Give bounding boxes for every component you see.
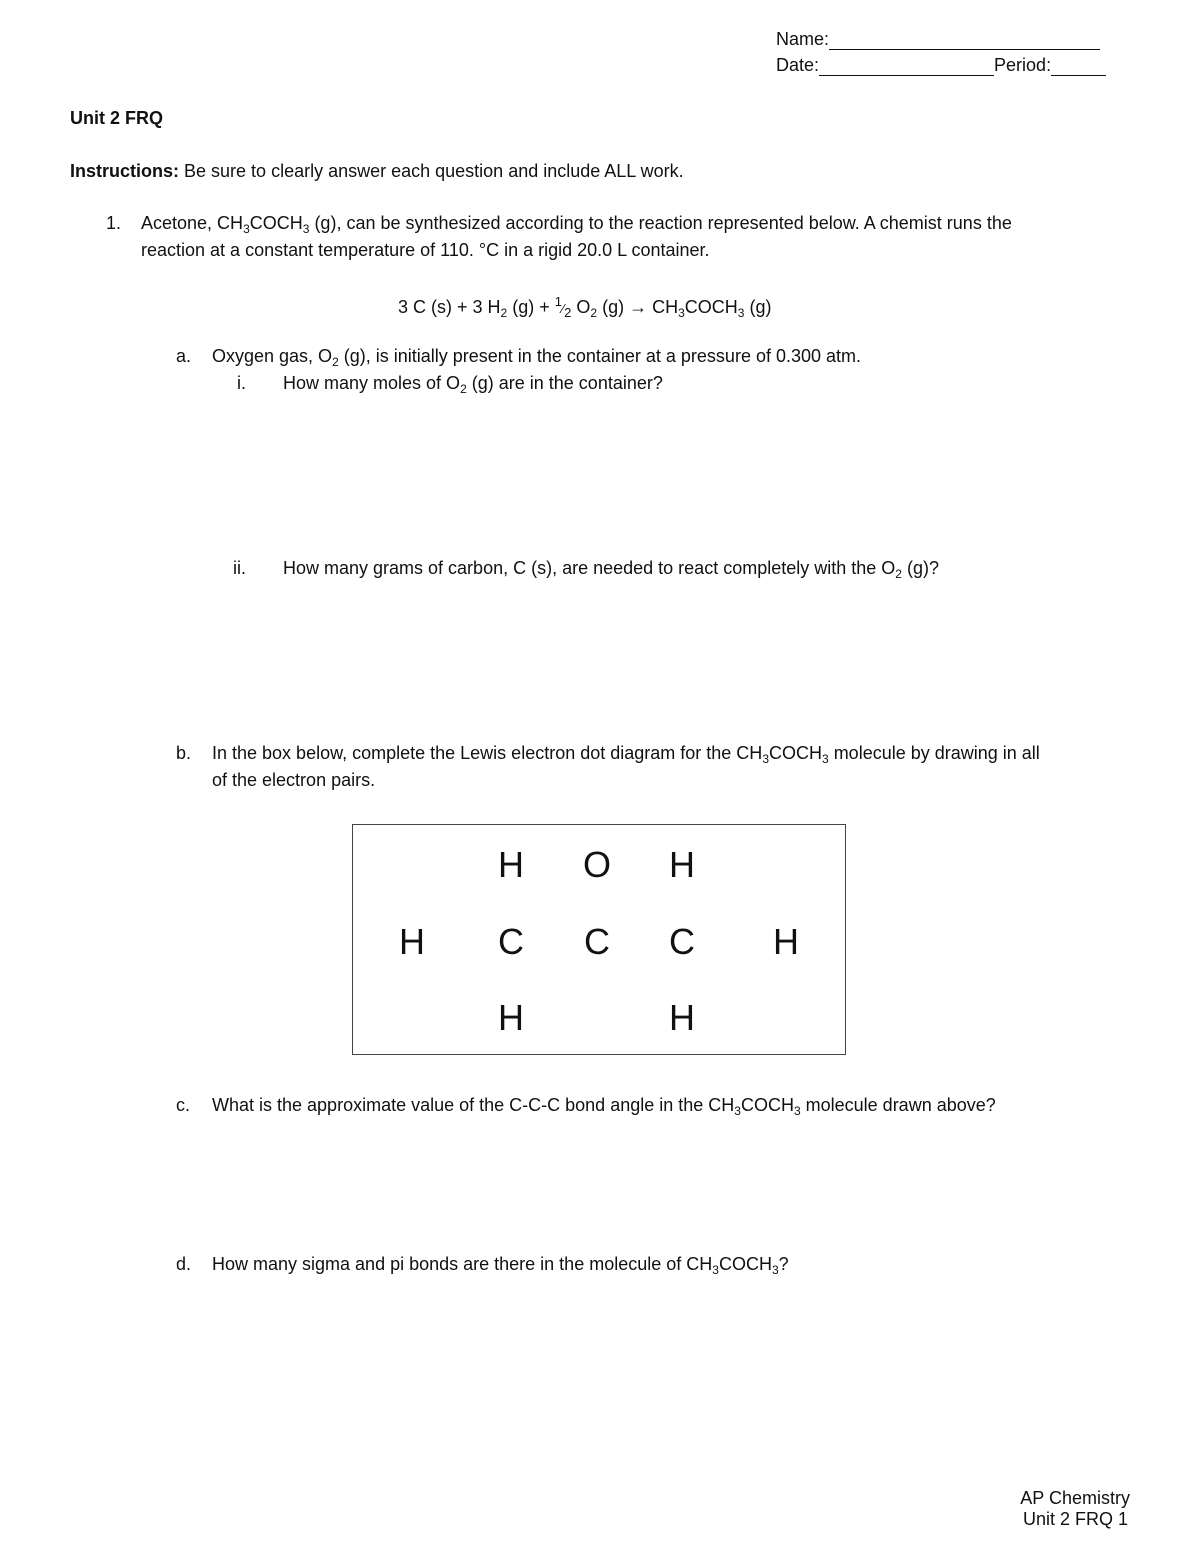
name-field xyxy=(776,29,1100,50)
part-a-i-text: How many moles of $O_2$ (g) are in the container? xyxy=(283,373,663,396)
footer-page-id: Unit 2 FRQ 1 xyxy=(1022,1509,1128,1529)
instructions xyxy=(70,161,684,182)
name-label: Name: xyxy=(776,29,830,49)
date-blank[interactable] xyxy=(819,57,994,76)
part-a-letter: a. xyxy=(176,346,192,366)
page-title: Unit 2 FRQ xyxy=(70,108,163,128)
reaction-equation: 3 C (s) + 3 $H_2$ $(g) + ^1⁄_2$ $O_2$ $(g) \to CH_3COCH_3$ (g) xyxy=(398,294,772,320)
atom-h-left: H xyxy=(399,921,425,962)
instructions-label: Instructions: xyxy=(70,161,180,181)
part-a-ii-answer-area[interactable] xyxy=(283,585,1083,735)
part-c-letter: c. xyxy=(176,1095,191,1115)
date-label: Date: xyxy=(776,55,820,75)
footer-course: AP Chemistry xyxy=(1020,1488,1130,1508)
period-label: Period: xyxy=(994,55,1052,75)
question1-line2: reaction at a constant temperature of 110. °C in a rigid 20.0 L container. xyxy=(141,240,710,260)
lewis-diagram-box[interactable] xyxy=(352,824,846,1055)
question1-line1: Acetone, $CH_3COCH_3$ (g), can be synthesized according to the reaction represented below. A chemist runs the xyxy=(141,213,1012,236)
atom-o-top: O xyxy=(582,844,612,885)
part-d-letter: d. xyxy=(176,1254,192,1274)
part-d-answer-area[interactable] xyxy=(212,1281,1092,1461)
instructions-text: Be sure to clearly answer each question and include ALL work. xyxy=(179,161,684,181)
atom-c-right: C xyxy=(669,921,695,962)
atom-c-center: C xyxy=(584,921,610,962)
period-blank[interactable] xyxy=(1051,57,1106,76)
part-c-answer-area[interactable] xyxy=(212,1122,1092,1242)
part-d-text: How many sigma and pi bonds are there in the molecule of $CH_3COCH_3$? xyxy=(212,1254,789,1277)
part-a-i-answer-area[interactable] xyxy=(283,400,1083,550)
part-a-text: Oxygen gas, $O_2$ (g), is initially present in the container at a pressure of 0.300 atm. xyxy=(212,346,862,369)
atom-h-bottom-1: H xyxy=(498,997,524,1038)
atom-h-bottom-2: H xyxy=(669,997,695,1038)
part-c-text: What is the approximate value of the C-C-C bond angle in the $CH_3COCH_3$ molecule drawn above? xyxy=(212,1095,996,1118)
part-b-line1: In the box below, complete the Lewis electron dot diagram for the $CH_3COCH_3$ molecule by drawing in all xyxy=(212,743,1040,766)
atom-h-right: H xyxy=(773,921,799,962)
part-b-letter: b. xyxy=(176,743,192,763)
atom-c-left: C xyxy=(498,921,524,962)
part-a-ii-text: How many grams of carbon, C (s), are needed to react completely with the $O_2$ (g)? xyxy=(283,558,939,581)
atom-h-top-1: H xyxy=(498,844,524,885)
atom-h-top-2: H xyxy=(669,844,695,885)
question-number: 1. xyxy=(106,213,122,233)
name-blank[interactable] xyxy=(829,31,1100,50)
part-a-i-numeral: i. xyxy=(237,373,246,393)
date-period-field xyxy=(776,55,1106,76)
part-b-line2: of the electron pairs. xyxy=(212,770,376,790)
part-a-ii-numeral: ii. xyxy=(233,558,246,578)
